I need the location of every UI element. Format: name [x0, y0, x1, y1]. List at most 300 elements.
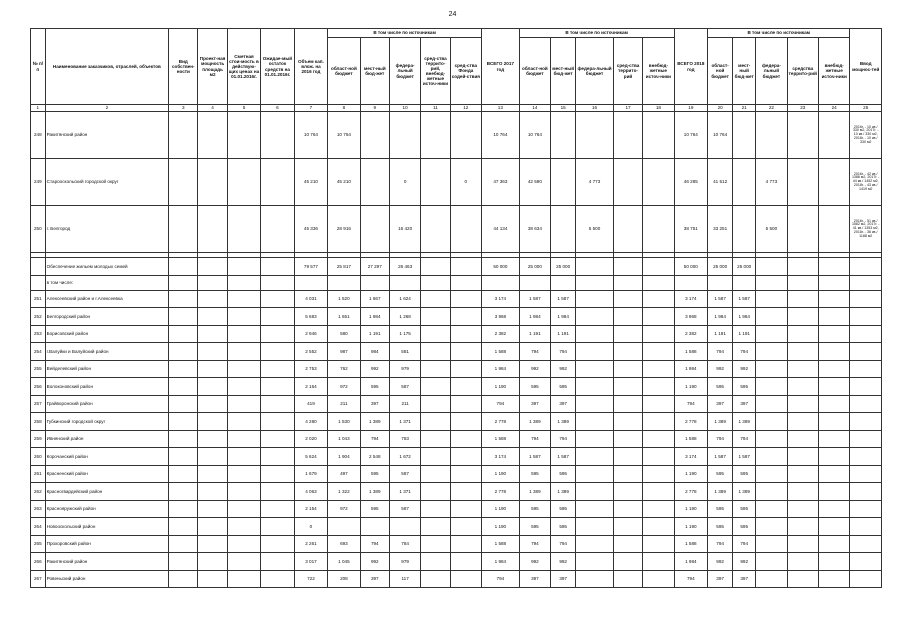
value-cell [421, 465, 450, 483]
value-cell: 397 [551, 395, 576, 413]
value-cell [450, 290, 481, 308]
row-number: 257 [31, 395, 46, 413]
value-cell [227, 413, 260, 431]
row-name: Губкинский городской округ [45, 413, 169, 431]
empty-cell [328, 275, 360, 290]
value-cell: 794 [551, 343, 576, 361]
value-cell [169, 159, 198, 206]
power-cell [850, 448, 882, 466]
value-cell [613, 465, 642, 483]
value-cell: 794 [733, 430, 756, 448]
value-cell [261, 290, 294, 308]
col-total-2017: ВСЕГО 2017 год [482, 29, 520, 105]
value-cell [227, 518, 260, 536]
value-cell: 0 [450, 159, 481, 206]
value-cell [261, 570, 294, 588]
investment-table [30, 28, 882, 588]
value-cell: 2 548 [360, 448, 389, 466]
value-cell: 1 651 [328, 308, 360, 326]
row-name: Ивнянский район [45, 430, 169, 448]
value-cell: 1 190 [674, 378, 707, 396]
value-cell: 794 [519, 535, 550, 553]
value-cell [818, 500, 849, 518]
power-cell [850, 343, 882, 361]
row-name: Прохоровский район [45, 535, 169, 553]
value-cell [421, 535, 450, 553]
value-cell: 3 017 [294, 553, 327, 571]
value-cell [818, 360, 849, 378]
value-cell: 3 174 [482, 448, 520, 466]
value-cell: 3 174 [674, 290, 707, 308]
row-number: 265 [31, 535, 46, 553]
value-cell [733, 206, 756, 253]
value-cell: 1 191 [360, 325, 389, 343]
value-cell [421, 159, 450, 206]
value-cell: 1 984 [674, 553, 707, 571]
value-cell: 117 [389, 570, 420, 588]
value-cell [551, 112, 576, 159]
value-cell [576, 535, 614, 553]
value-cell [643, 413, 674, 431]
value-cell: 992 [708, 553, 733, 571]
power-cell [850, 290, 882, 308]
value-cell: 1 587 [708, 448, 733, 466]
value-cell [421, 290, 450, 308]
value-cell [613, 500, 642, 518]
value-cell: 1 389 [360, 483, 389, 501]
value-cell [576, 290, 614, 308]
empty-cell [450, 275, 481, 290]
value-cell: 397 [708, 395, 733, 413]
empty-cell [169, 275, 198, 290]
value-cell: 595 [360, 500, 389, 518]
value-cell [450, 112, 481, 159]
value-cell [818, 518, 849, 536]
value-cell [450, 448, 481, 466]
column-number: 6 [261, 105, 294, 112]
value-cell [198, 112, 227, 159]
value-cell: 1 190 [674, 465, 707, 483]
value-cell: 3 174 [674, 448, 707, 466]
value-cell [756, 395, 787, 413]
value-cell [756, 308, 787, 326]
value-cell [227, 430, 260, 448]
value-cell: 595 [708, 518, 733, 536]
table-row [31, 430, 882, 448]
value-cell: 1 588 [674, 343, 707, 361]
value-cell [198, 206, 227, 253]
value-cell: 1 389 [733, 413, 756, 431]
table-row [31, 308, 882, 326]
value-cell: 50 000 [482, 258, 520, 276]
section-row [31, 258, 882, 276]
value-cell: 595 [733, 500, 756, 518]
value-cell [169, 535, 198, 553]
value-cell [450, 206, 481, 253]
value-cell: 1 587 [519, 290, 550, 308]
value-cell [227, 112, 260, 159]
value-cell [261, 553, 294, 571]
column-number: 9 [360, 105, 389, 112]
empty-cell [818, 275, 849, 290]
value-cell [450, 258, 481, 276]
value-cell [450, 378, 481, 396]
value-cell [787, 360, 818, 378]
value-cell [613, 535, 642, 553]
value-cell: 1 588 [482, 343, 520, 361]
value-cell [450, 570, 481, 588]
value-cell: 397 [360, 395, 389, 413]
value-cell: 595 [733, 518, 756, 536]
value-cell [169, 206, 198, 253]
row-name: г. Белгород [45, 206, 169, 253]
empty-cell [674, 275, 707, 290]
value-cell: 46 285 [674, 159, 707, 206]
column-number: 21 [733, 105, 756, 112]
value-cell [818, 378, 849, 396]
value-cell: 794 [360, 430, 389, 448]
col-terr-2016: сред-ства террито-рий, внебюд-жетные источ-ники [421, 38, 450, 105]
value-cell: 2 552 [294, 343, 327, 361]
empty-cell [613, 275, 642, 290]
value-cell: 992 [708, 360, 733, 378]
value-cell [613, 258, 642, 276]
row-number: 263 [31, 500, 46, 518]
empty-cell [519, 275, 550, 290]
power-cell [850, 430, 882, 448]
column-number: 24 [818, 105, 849, 112]
column-number: 10 [389, 105, 420, 112]
value-cell [643, 483, 674, 501]
value-cell [643, 308, 674, 326]
value-cell [169, 570, 198, 588]
value-cell: 5 624 [294, 448, 327, 466]
value-cell: 1 191 [708, 325, 733, 343]
row-number: 252 [31, 308, 46, 326]
value-cell: 762 [328, 360, 360, 378]
value-cell [360, 112, 389, 159]
value-cell [613, 570, 642, 588]
value-cell: 419 [294, 395, 327, 413]
value-cell [787, 159, 818, 206]
value-cell: 208 [328, 570, 360, 588]
empty-cell [294, 275, 327, 290]
value-cell: 1 389 [733, 483, 756, 501]
table-row [31, 206, 882, 253]
empty-cell [551, 275, 576, 290]
col-name: Наименование заказчиков, отраслей, объектов [45, 29, 169, 105]
value-cell: 5 500 [756, 206, 787, 253]
value-cell [818, 343, 849, 361]
power-cell [850, 518, 882, 536]
value-cell [643, 395, 674, 413]
row-name: Краснояружский район [45, 500, 169, 518]
value-cell: 1 904 [328, 448, 360, 466]
value-cell [576, 483, 614, 501]
table-row [31, 395, 882, 413]
empty-cell [733, 275, 756, 290]
table-row [31, 159, 882, 206]
value-cell: 2 778 [482, 413, 520, 431]
value-cell [818, 535, 849, 553]
value-cell: 3 968 [482, 308, 520, 326]
value-cell: 2 164 [294, 378, 327, 396]
value-cell: 581 [389, 343, 420, 361]
value-cell: 50 000 [674, 258, 707, 276]
value-cell: 595 [519, 518, 550, 536]
value-cell [787, 413, 818, 431]
value-cell [613, 395, 642, 413]
value-cell [261, 343, 294, 361]
value-cell: 4 031 [294, 290, 327, 308]
col-mest-2018: мест-ный бюд-жет [733, 38, 756, 105]
value-cell: 1 588 [482, 430, 520, 448]
value-cell [261, 112, 294, 159]
row-name: Алексеевский район и г.Алексеевка [45, 290, 169, 308]
column-number: 13 [482, 105, 520, 112]
value-cell [198, 465, 227, 483]
value-cell [787, 430, 818, 448]
value-cell: 4 063 [294, 483, 327, 501]
value-cell [227, 500, 260, 518]
col-fed-2018: федера-льный бюджет [756, 38, 787, 105]
value-cell [818, 430, 849, 448]
table-row [31, 413, 882, 431]
value-cell [643, 360, 674, 378]
value-cell [613, 290, 642, 308]
value-cell [818, 483, 849, 501]
value-cell [421, 112, 450, 159]
col-power: Ввод мощнос-тей [850, 29, 882, 105]
value-cell [261, 448, 294, 466]
value-cell [818, 395, 849, 413]
value-cell [643, 570, 674, 588]
value-cell: 1 984 [708, 308, 733, 326]
value-cell [576, 308, 614, 326]
value-cell: 5 683 [294, 308, 327, 326]
value-cell [421, 500, 450, 518]
value-cell [450, 430, 481, 448]
row-number: 266 [31, 553, 46, 571]
value-cell [787, 206, 818, 253]
value-cell: 1 190 [674, 518, 707, 536]
row-number: 254 [31, 343, 46, 361]
col-fed-2016: федера-льный бюджет [389, 38, 420, 105]
column-number: 7 [294, 105, 327, 112]
value-cell [360, 159, 389, 206]
row-number [31, 275, 46, 290]
column-number-row [31, 105, 882, 112]
value-cell [450, 343, 481, 361]
value-cell [169, 378, 198, 396]
column-number: 22 [756, 105, 787, 112]
col-vne-2018: внебюд-жетные источ-ники [818, 38, 849, 105]
value-cell: 397 [519, 395, 550, 413]
value-cell: 1 371 [389, 413, 420, 431]
value-cell: 992 [519, 360, 550, 378]
col-obl-2017: област-ной бюджет [519, 38, 550, 105]
value-cell: 587 [389, 465, 420, 483]
value-cell: 10 764 [674, 112, 707, 159]
value-cell [261, 258, 294, 276]
value-cell: 992 [360, 360, 389, 378]
table-row [31, 535, 882, 553]
value-cell [576, 465, 614, 483]
table-row [31, 325, 882, 343]
value-cell [643, 112, 674, 159]
value-cell [613, 343, 642, 361]
value-cell [756, 518, 787, 536]
table-row [31, 290, 882, 308]
value-cell: 972 [328, 500, 360, 518]
row-name: Борисовский район [45, 325, 169, 343]
value-cell [756, 430, 787, 448]
value-cell [613, 112, 642, 159]
value-cell [787, 112, 818, 159]
value-cell: 783 [389, 430, 420, 448]
value-cell: 10 764 [294, 112, 327, 159]
value-cell [613, 413, 642, 431]
value-cell: 1 191 [551, 325, 576, 343]
value-cell [450, 553, 481, 571]
row-name: Белгородский район [45, 308, 169, 326]
value-cell [328, 518, 360, 536]
value-cell [261, 518, 294, 536]
row-name: Старооскольский городской округ [45, 159, 169, 206]
value-cell [576, 430, 614, 448]
value-cell [643, 378, 674, 396]
value-cell: 794 [708, 535, 733, 553]
value-cell: 587 [389, 378, 420, 396]
value-cell [421, 308, 450, 326]
power-cell: 2016г. - 10 кв./ 330 м2, 2017г. - 10 кв./ 330 м2, 2018г. - 10 кв./ 330 м2 [850, 112, 882, 159]
value-cell [198, 378, 227, 396]
value-cell [818, 112, 849, 159]
value-cell [643, 553, 674, 571]
value-cell [169, 448, 198, 466]
row-name: Красненский район [45, 465, 169, 483]
value-cell [818, 448, 849, 466]
value-cell [169, 290, 198, 308]
value-cell [421, 518, 450, 536]
value-cell: 45 210 [328, 159, 360, 206]
value-cell [756, 448, 787, 466]
column-number: 12 [450, 105, 481, 112]
page-number: 24 [448, 11, 457, 18]
table-row [31, 500, 882, 518]
value-cell [261, 395, 294, 413]
row-number [31, 258, 46, 276]
empty-cell [261, 275, 294, 290]
value-cell [643, 206, 674, 253]
value-cell [421, 360, 450, 378]
empty-cell [227, 275, 260, 290]
value-cell [261, 465, 294, 483]
value-cell: 1 588 [674, 430, 707, 448]
value-cell: 1 624 [389, 290, 420, 308]
value-cell [787, 465, 818, 483]
row-number: 267 [31, 570, 46, 588]
value-cell: 10 764 [708, 112, 733, 159]
col-vne-2017: внебюд-жетные источ-ники [643, 38, 674, 105]
value-cell [576, 343, 614, 361]
value-cell [261, 325, 294, 343]
value-cell [576, 518, 614, 536]
row-name: Ровеньский район [45, 570, 169, 588]
value-cell [576, 413, 614, 431]
row-number: 248 [31, 112, 46, 159]
value-cell: 1 587 [733, 290, 756, 308]
value-cell: 25 000 [519, 258, 550, 276]
value-cell: 79 577 [294, 258, 327, 276]
table-body [31, 105, 882, 588]
value-cell: 33 251 [708, 206, 733, 253]
value-cell [576, 325, 614, 343]
col-type: Вид собствен-ности [169, 29, 198, 105]
value-cell [169, 553, 198, 571]
col-capacity: Проект-ная мощность площадь м2 [198, 29, 227, 105]
value-cell: 1 530 [328, 413, 360, 431]
value-cell [227, 570, 260, 588]
value-cell [198, 290, 227, 308]
value-cell: 1 389 [519, 483, 550, 501]
value-cell: 784 [389, 535, 420, 553]
value-cell [818, 325, 849, 343]
column-number: 15 [551, 105, 576, 112]
value-cell [261, 483, 294, 501]
col-terr-2018: средства террито-рий [787, 38, 818, 105]
empty-cell [421, 275, 450, 290]
value-cell [227, 308, 260, 326]
value-cell: 3 174 [482, 290, 520, 308]
value-cell [643, 518, 674, 536]
value-cell: 1 190 [482, 378, 520, 396]
value-cell [169, 518, 198, 536]
value-cell: 16 420 [389, 206, 420, 253]
power-cell [850, 570, 882, 588]
value-cell [450, 535, 481, 553]
value-cell: 1 984 [674, 360, 707, 378]
value-cell: 45 336 [294, 206, 327, 253]
value-cell [818, 159, 849, 206]
value-cell: 397 [360, 570, 389, 588]
value-cell [613, 553, 642, 571]
power-cell [850, 395, 882, 413]
value-cell [169, 413, 198, 431]
value-cell [450, 518, 481, 536]
column-number: 5 [227, 105, 260, 112]
value-cell: 1 389 [551, 483, 576, 501]
value-cell: 5 500 [576, 206, 614, 253]
value-cell: 2 020 [294, 430, 327, 448]
value-cell [756, 360, 787, 378]
column-number: 3 [169, 105, 198, 112]
value-cell [613, 378, 642, 396]
value-cell [198, 395, 227, 413]
col-volume-2016: Объем кап. влож. на 2016 год [294, 29, 327, 105]
value-cell [227, 378, 260, 396]
value-cell: 1 371 [389, 483, 420, 501]
value-cell: 595 [733, 465, 756, 483]
value-cell: 397 [551, 570, 576, 588]
value-cell: 397 [733, 570, 756, 588]
value-cell: 2 753 [294, 360, 327, 378]
value-cell: 992 [733, 360, 756, 378]
value-cell [169, 325, 198, 343]
value-cell [613, 159, 642, 206]
value-cell [198, 159, 227, 206]
value-cell [576, 360, 614, 378]
